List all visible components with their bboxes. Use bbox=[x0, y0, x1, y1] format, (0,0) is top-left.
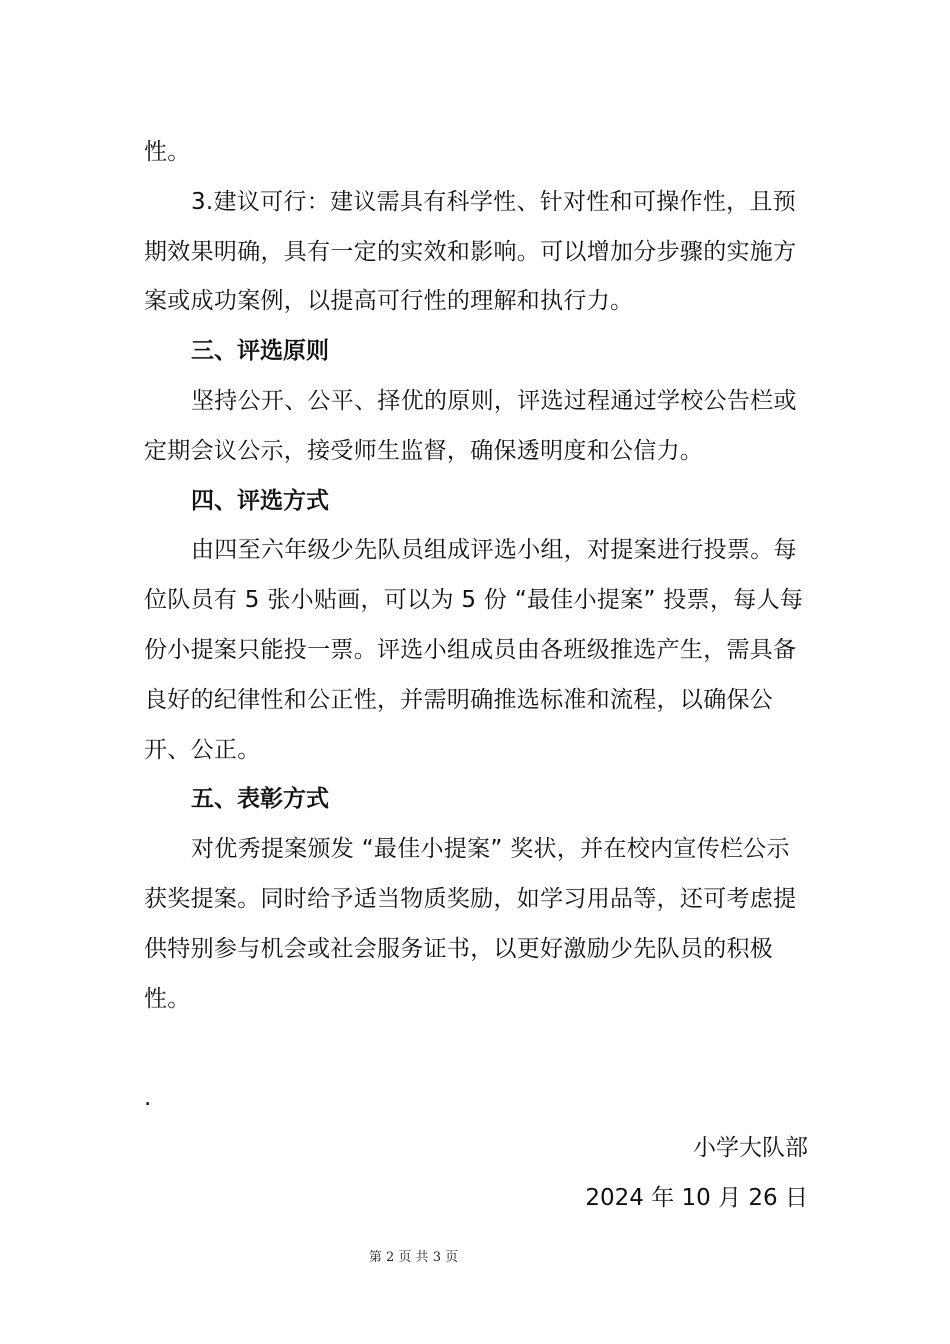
section-heading-method: 四、评选方式 bbox=[191, 487, 329, 514]
dot-mark: . bbox=[144, 1085, 152, 1112]
paragraph-feasibility: 3.建议可行：建议需具有科学性、针对性和可操作性，且预期效果明确，具有一定的实效和影响。可以增加分步骤的实施方案或成功案例，以提高可行性的理解和执行力。 bbox=[144, 188, 797, 315]
paragraph-awards: 对优秀提案颁发 “最佳小提案” 奖状，并在校内宣传栏公示获奖提案。同时给予适当物质奖励，如学习用品等，还可考虑提供特别参与机会或社会服务证书，以更好激励少先队员的积极性。 bbox=[144, 836, 797, 1012]
blank-line bbox=[144, 1024, 808, 1074]
section-heading-awards: 五、表彰方式 bbox=[191, 786, 329, 813]
paragraph-continuation: 性。 bbox=[144, 139, 191, 165]
section-heading-principles: 三、评选原则 bbox=[191, 338, 329, 365]
page-number-footer: 第 2 页 共 3 页 bbox=[368, 1250, 459, 1265]
paragraph-principles: 坚持公开、公平、择优的原则，评选过程通过学校公告栏或定期会议公示，接受师生监督，确保透明度和公信力。 bbox=[144, 387, 797, 464]
paragraph-method: 由四至六年级少先队员组成评选小组，对提案进行投票。每位队员有 5 张小贴画，可以为 5 份 “最佳小提案” 投票，每人每份小提案只能投一票。评选小组成员由各班级推选产生，需具备良好的纪律性和公正性，并需明确推选标准和流程，以确保公开、公正。 bbox=[144, 537, 804, 763]
signature: 小学大队部 bbox=[693, 1134, 808, 1161]
date: 2024 年 10 月 26 日 bbox=[585, 1184, 808, 1211]
document-body bbox=[144, 128, 808, 1224]
